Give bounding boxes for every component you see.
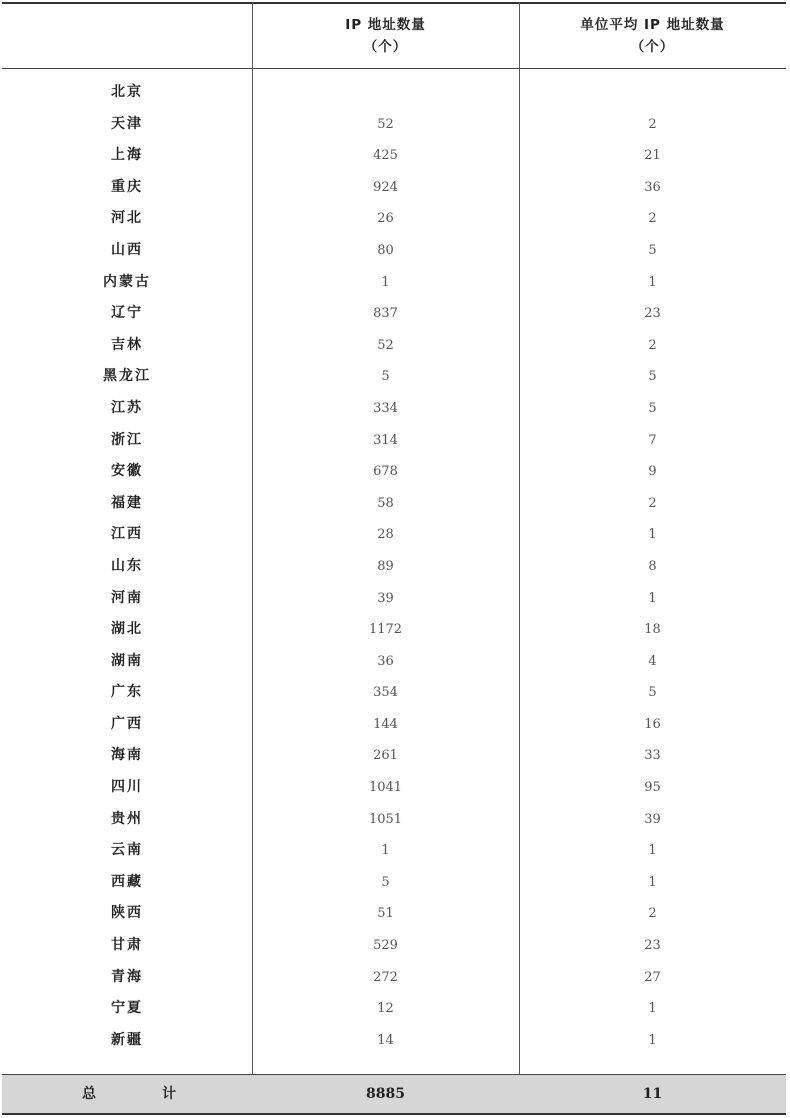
table-row	[2, 519, 786, 551]
column-divider-1	[252, 2, 253, 1112]
avg-ip-cell: 18	[644, 622, 661, 638]
header-ip-count	[252, 4, 519, 68]
ip-count-cell: 5	[381, 369, 390, 385]
table-row	[2, 140, 786, 172]
table-row	[2, 393, 786, 425]
avg-ip-cell: 16	[644, 716, 661, 732]
ip-count-cell: 837	[373, 306, 398, 322]
ip-count-cell: 36	[377, 653, 394, 669]
ip-count-cell: 52	[377, 116, 394, 132]
region-cell: 山东	[111, 557, 143, 574]
header-ip-count-unit: （个）	[363, 39, 408, 55]
ip-count-cell: 354	[373, 685, 398, 701]
table-row	[2, 930, 786, 962]
ip-count-cell: 12	[377, 1001, 394, 1017]
avg-ip-cell: 2	[648, 337, 657, 353]
region-cell: 四川	[111, 779, 143, 796]
ip-count-cell	[252, 77, 519, 109]
avg-ip-cell: 2	[648, 495, 657, 511]
table-row	[2, 614, 786, 646]
avg-ip-cell	[519, 77, 786, 109]
region-cell: 江苏	[111, 399, 143, 416]
header-ip-count-title: IP 地址数量	[345, 17, 426, 33]
avg-ip-cell: 1	[648, 274, 657, 290]
table-row	[2, 203, 786, 235]
ip-count-cell: 26	[377, 211, 394, 227]
region-cell: 河北	[111, 210, 143, 227]
ip-count-cell: 272	[373, 969, 398, 985]
avg-ip-cell: 21	[644, 148, 661, 164]
table-row	[2, 1025, 786, 1057]
header-avg-ip-unit: （个）	[630, 39, 675, 55]
avg-ip-cell: 4	[648, 653, 657, 669]
table-row	[2, 867, 786, 899]
avg-ip-cell: 27	[644, 969, 661, 985]
avg-ip-cell: 7	[648, 432, 657, 448]
avg-ip-cell: 2	[648, 906, 657, 922]
table-row	[2, 993, 786, 1025]
avg-ip-cell: 5	[648, 369, 657, 385]
total-label-part1: 总	[82, 1086, 96, 1102]
region-cell: 甘肃	[111, 937, 143, 954]
region-cell: 山西	[111, 241, 143, 258]
region-cell: 安徽	[111, 463, 143, 480]
table-row	[2, 267, 786, 299]
avg-ip-cell: 1	[648, 527, 657, 543]
region-cell: 湖北	[111, 621, 143, 638]
avg-ip-cell: 39	[644, 811, 661, 827]
ip-count-cell: 80	[377, 242, 394, 258]
region-cell: 青海	[111, 968, 143, 985]
total-row	[2, 1074, 786, 1115]
avg-ip-cell: 2	[648, 211, 657, 227]
table-row	[2, 330, 786, 362]
table-row	[2, 962, 786, 994]
ip-count-cell: 39	[377, 590, 394, 606]
column-divider-2	[519, 2, 520, 1112]
ip-count-cell: 5	[381, 874, 390, 890]
table-row	[2, 740, 786, 772]
table-row	[2, 109, 786, 141]
region-cell: 辽宁	[111, 305, 143, 322]
avg-ip-cell: 5	[648, 685, 657, 701]
table-row	[2, 235, 786, 267]
region-cell: 西藏	[111, 873, 143, 890]
ip-count-cell: 58	[377, 495, 394, 511]
ip-count-cell: 924	[373, 179, 398, 195]
ip-count-cell: 334	[373, 400, 398, 416]
table-row	[2, 551, 786, 583]
table-row	[2, 772, 786, 804]
ip-count-cell: 261	[373, 748, 398, 764]
ip-count-cell: 144	[373, 716, 398, 732]
ip-count-cell: 314	[373, 432, 398, 448]
region-cell: 广东	[111, 684, 143, 701]
region-cell: 天津	[111, 115, 143, 132]
region-cell: 新疆	[111, 1031, 143, 1048]
ip-count-cell: 89	[377, 558, 394, 574]
table-row	[2, 898, 786, 930]
avg-ip-cell: 36	[644, 179, 661, 195]
ip-count-cell: 14	[377, 1032, 394, 1048]
avg-ip-cell: 5	[648, 242, 657, 258]
table-row	[2, 709, 786, 741]
header-avg-ip	[519, 4, 786, 68]
ip-count-cell: 1041	[368, 780, 403, 796]
table-row	[2, 488, 786, 520]
table-body	[2, 69, 786, 1083]
total-label	[2, 1075, 252, 1113]
table-row	[2, 583, 786, 615]
table-row	[2, 646, 786, 678]
ip-count-cell: 28	[377, 527, 394, 543]
table-row	[2, 425, 786, 457]
region-cell: 浙江	[111, 431, 143, 448]
region-cell: 河南	[111, 589, 143, 606]
region-cell: 重庆	[111, 178, 143, 195]
ip-address-table	[2, 2, 786, 1083]
table-row	[2, 835, 786, 867]
region-cell: 内蒙古	[103, 273, 151, 290]
region-cell: 广西	[111, 715, 143, 732]
avg-ip-cell: 23	[644, 306, 661, 322]
total-ip-count: 8885	[366, 1086, 405, 1102]
region-cell: 湖南	[111, 652, 143, 669]
ip-count-cell: 1051	[368, 811, 403, 827]
region-cell: 吉林	[111, 336, 143, 353]
ip-count-cell: 678	[373, 464, 398, 480]
table-row	[2, 677, 786, 709]
region-cell: 宁夏	[111, 1000, 143, 1017]
region-cell: 福建	[111, 494, 143, 511]
avg-ip-cell: 8	[648, 558, 657, 574]
table-row	[2, 298, 786, 330]
ip-count-cell: 425	[373, 148, 398, 164]
avg-ip-cell: 1	[648, 1032, 657, 1048]
ip-count-cell: 51	[377, 906, 394, 922]
avg-ip-cell: 1	[648, 874, 657, 890]
region-cell: 海南	[111, 747, 143, 764]
avg-ip-cell: 2	[648, 116, 657, 132]
avg-ip-cell: 5	[648, 400, 657, 416]
total-label-part2: 计	[162, 1086, 176, 1102]
header-avg-ip-title: 单位平均 IP 地址数量	[580, 17, 725, 33]
avg-ip-cell: 33	[644, 748, 661, 764]
avg-ip-cell: 23	[644, 938, 661, 954]
ip-count-cell: 52	[377, 337, 394, 353]
ip-count-cell: 1172	[368, 622, 403, 638]
region-cell: 贵州	[111, 810, 143, 827]
avg-ip-cell: 1	[648, 843, 657, 859]
table-row	[2, 77, 786, 109]
table-row	[2, 361, 786, 393]
ip-count-cell: 529	[373, 938, 398, 954]
header-region-cell	[2, 4, 252, 68]
ip-count-cell: 1	[381, 843, 390, 859]
table-row	[2, 456, 786, 488]
region-cell: 陕西	[111, 905, 143, 922]
region-cell: 上海	[111, 147, 143, 164]
table-row	[2, 804, 786, 836]
region-cell: 云南	[111, 842, 143, 859]
ip-count-cell: 1	[381, 274, 390, 290]
region-cell: 北京	[111, 84, 143, 100]
avg-ip-cell: 1	[648, 1001, 657, 1017]
region-cell: 黑龙江	[103, 368, 151, 385]
avg-ip-cell: 9	[648, 464, 657, 480]
table-row	[2, 172, 786, 204]
table-header	[2, 2, 786, 69]
region-cell: 江西	[111, 526, 143, 543]
avg-ip-cell: 95	[644, 780, 661, 796]
avg-ip-cell: 1	[648, 590, 657, 606]
total-avg-ip: 11	[642, 1086, 663, 1102]
